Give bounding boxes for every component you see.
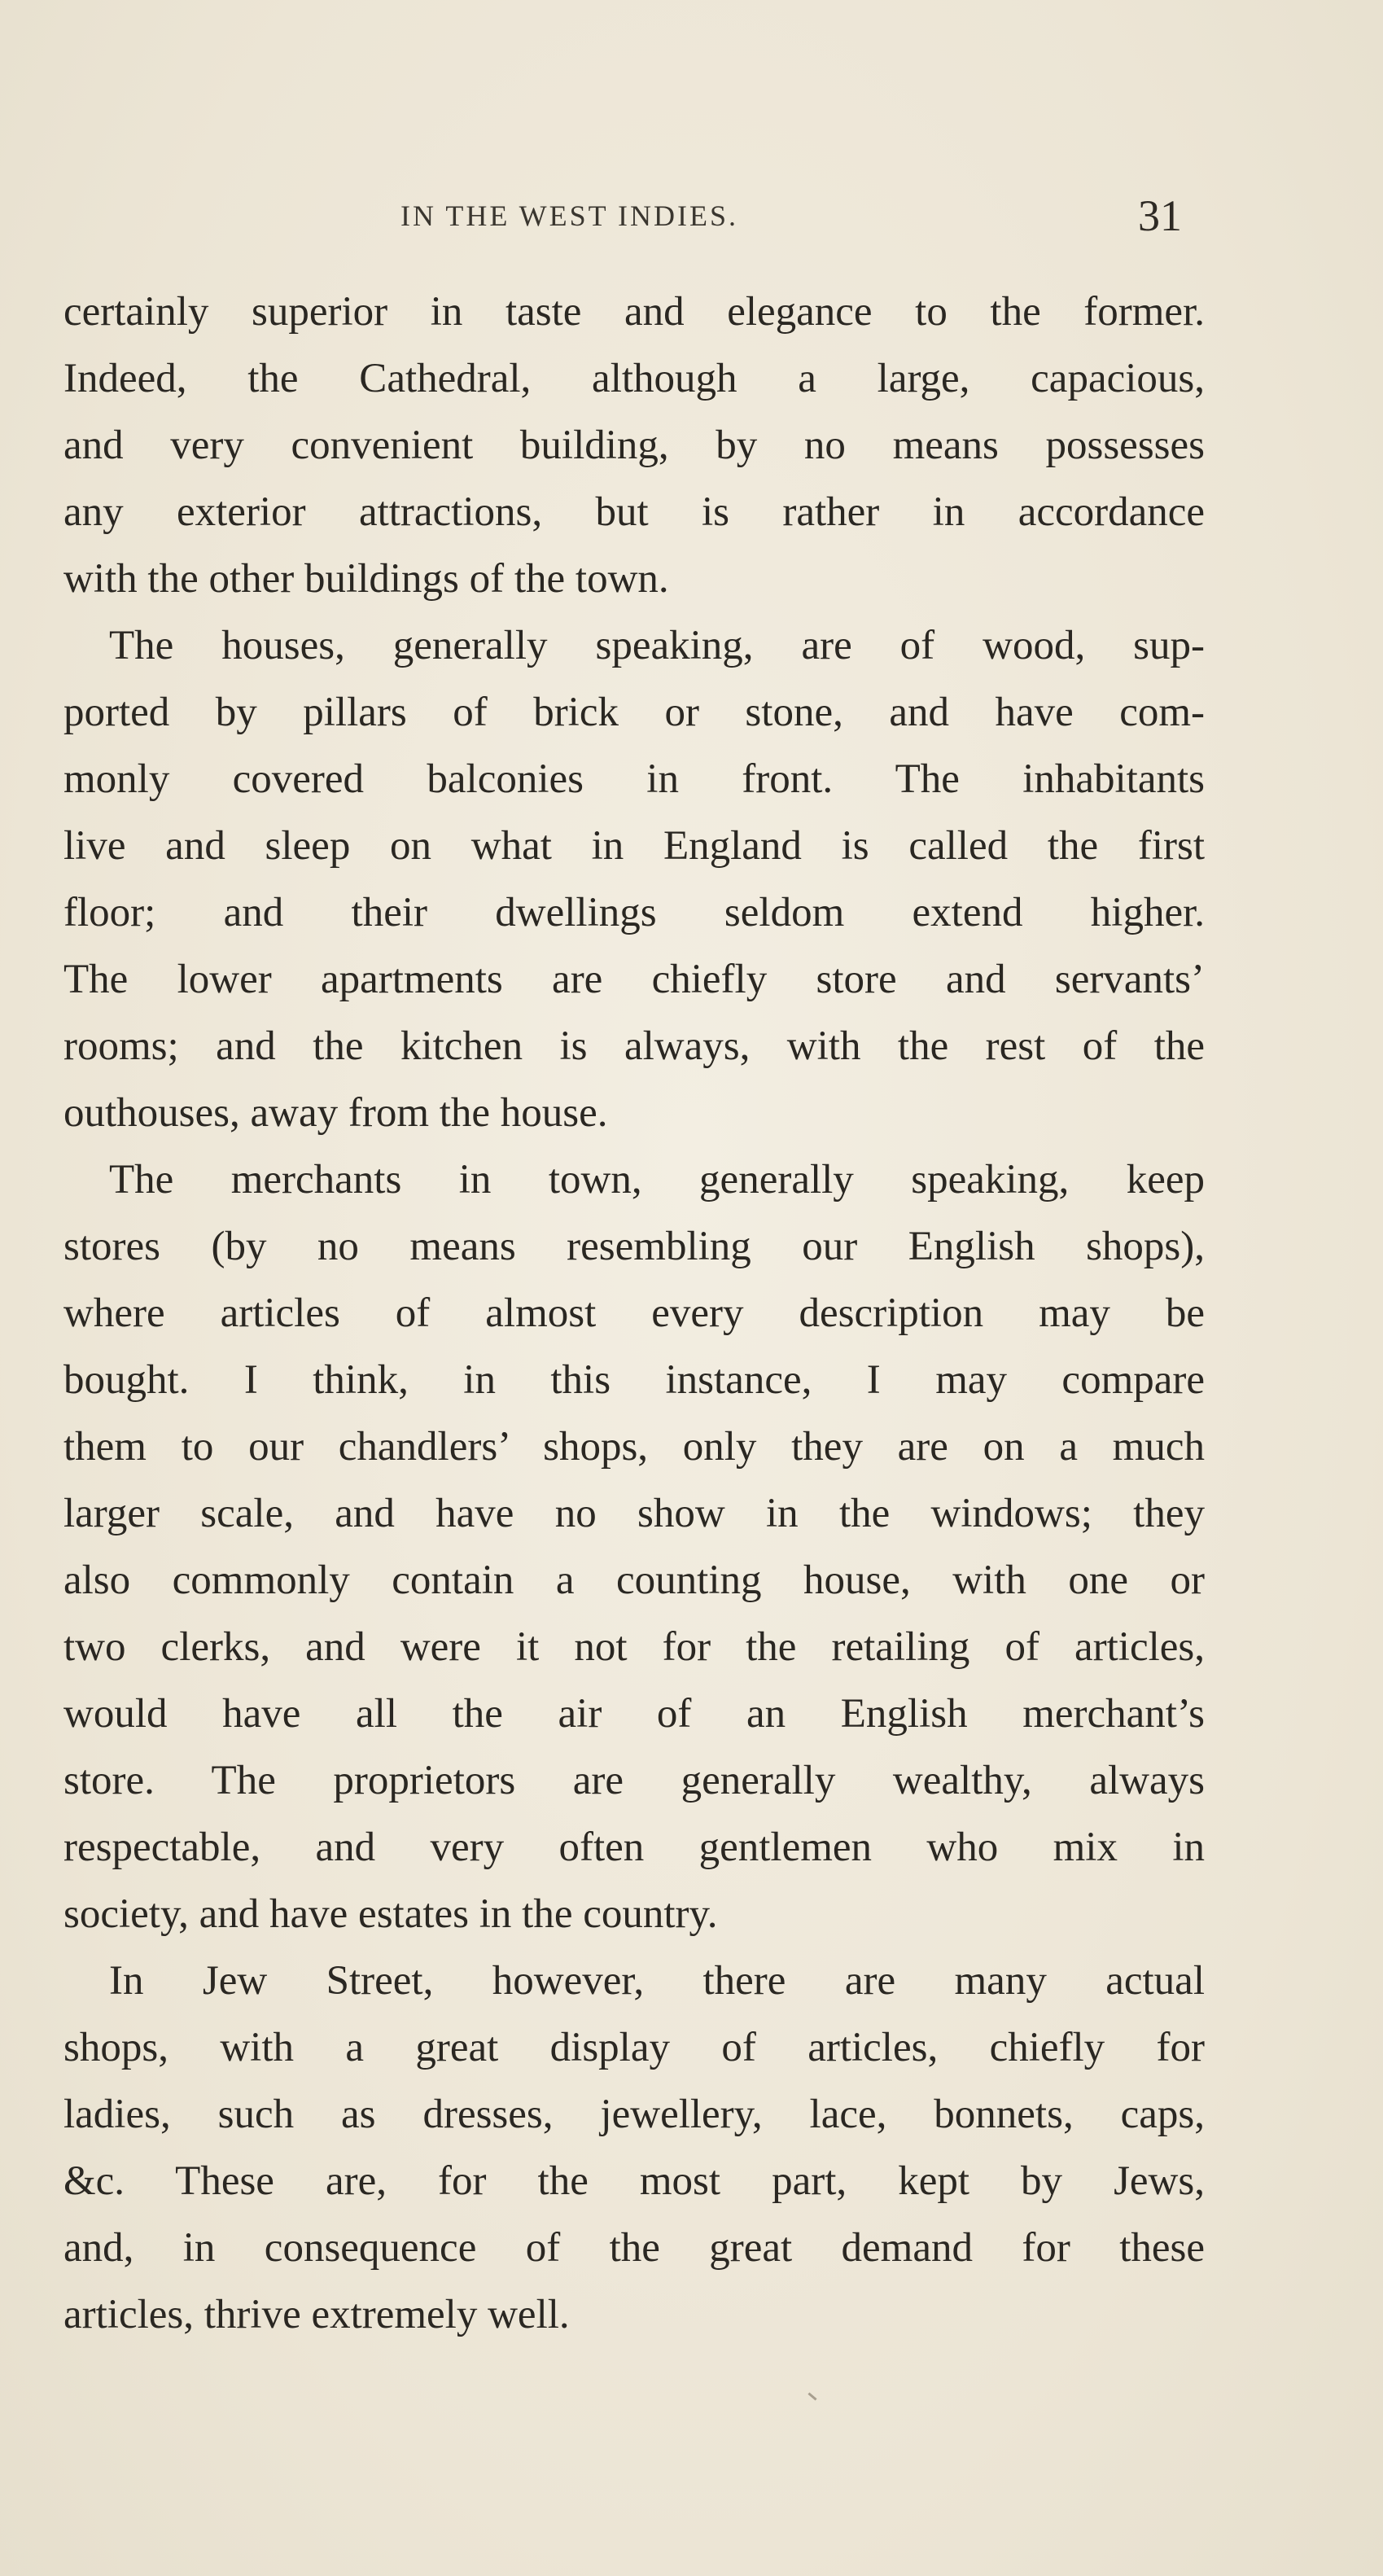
- text-line: The lower apartments are chiefly store and servants’: [63, 957, 1205, 1002]
- text-line: society, and have estates in the country.: [63, 1891, 718, 1937]
- text-line: &c. These are, for the most part, kept by Jews,: [63, 2158, 1205, 2204]
- text-line: also commonly contain a counting house, with one or: [63, 1557, 1205, 1603]
- text-line: ladies, such as dresses, jewellery, lace, bonnets, caps,: [63, 2092, 1205, 2137]
- text-line: stores (by no means resembling our English shops),: [63, 1224, 1205, 1269]
- text-line: certainly superior in taste and elegance to the former.: [63, 289, 1205, 335]
- text-line: larger scale, and have no show in the windows; they: [63, 1491, 1205, 1536]
- text-line: The houses, generally speaking, are of wood, sup-: [109, 623, 1205, 668]
- text-line: ported by pillars of brick or stone, and have com-: [63, 690, 1205, 735]
- text-line: shops, with a great display of articles, chiefly for: [63, 2025, 1205, 2070]
- text-line: In Jew Street, however, there are many actual: [109, 1958, 1205, 2004]
- text-line: floor; and their dwellings seldom extend higher.: [63, 890, 1205, 935]
- body-text: [63, 278, 1205, 2348]
- text-line: them to our chandlers’ shops, only they are on a much: [63, 1424, 1205, 1470]
- text-line: bought. I think, in this instance, I may compare: [63, 1357, 1205, 1403]
- text-line: and very convenient building, by no means possesses: [63, 423, 1205, 468]
- text-line: monly covered balconies in front. The inhabitants: [63, 756, 1205, 802]
- text-line: two clerks, and were it not for the retailing of articles,: [63, 1624, 1205, 1670]
- text-line: Indeed, the Cathedral, although a large, capacious,: [63, 356, 1205, 401]
- text-line: articles, thrive extremely well.: [63, 2292, 570, 2337]
- text-line: and, in consequence of the great demand for these: [63, 2225, 1205, 2271]
- running-head: [0, 191, 1383, 251]
- text-line: would have all the air of an English merchant’s: [63, 1691, 1205, 1737]
- text-line: outhouses, away from the house.: [63, 1090, 608, 1136]
- text-line: live and sleep on what in England is called the first: [63, 823, 1205, 869]
- text-line: respectable, and very often gentlemen who mix in: [63, 1825, 1205, 1870]
- text-line: where articles of almost every description may be: [63, 1290, 1205, 1336]
- text-line: rooms; and the kitchen is always, with the rest of the: [63, 1023, 1205, 1069]
- page-number: 31: [1138, 191, 1182, 240]
- running-title: IN THE WEST INDIES.: [400, 199, 738, 232]
- text-line: store. The proprietors are generally wealthy, always: [63, 1758, 1205, 1803]
- text-line: with the other buildings of the town.: [63, 556, 669, 602]
- text-line: The merchants in town, generally speaking, keep: [109, 1157, 1205, 1203]
- ink-speck: [807, 2392, 816, 2400]
- text-line: any exterior attractions, but is rather in accordance: [63, 489, 1205, 535]
